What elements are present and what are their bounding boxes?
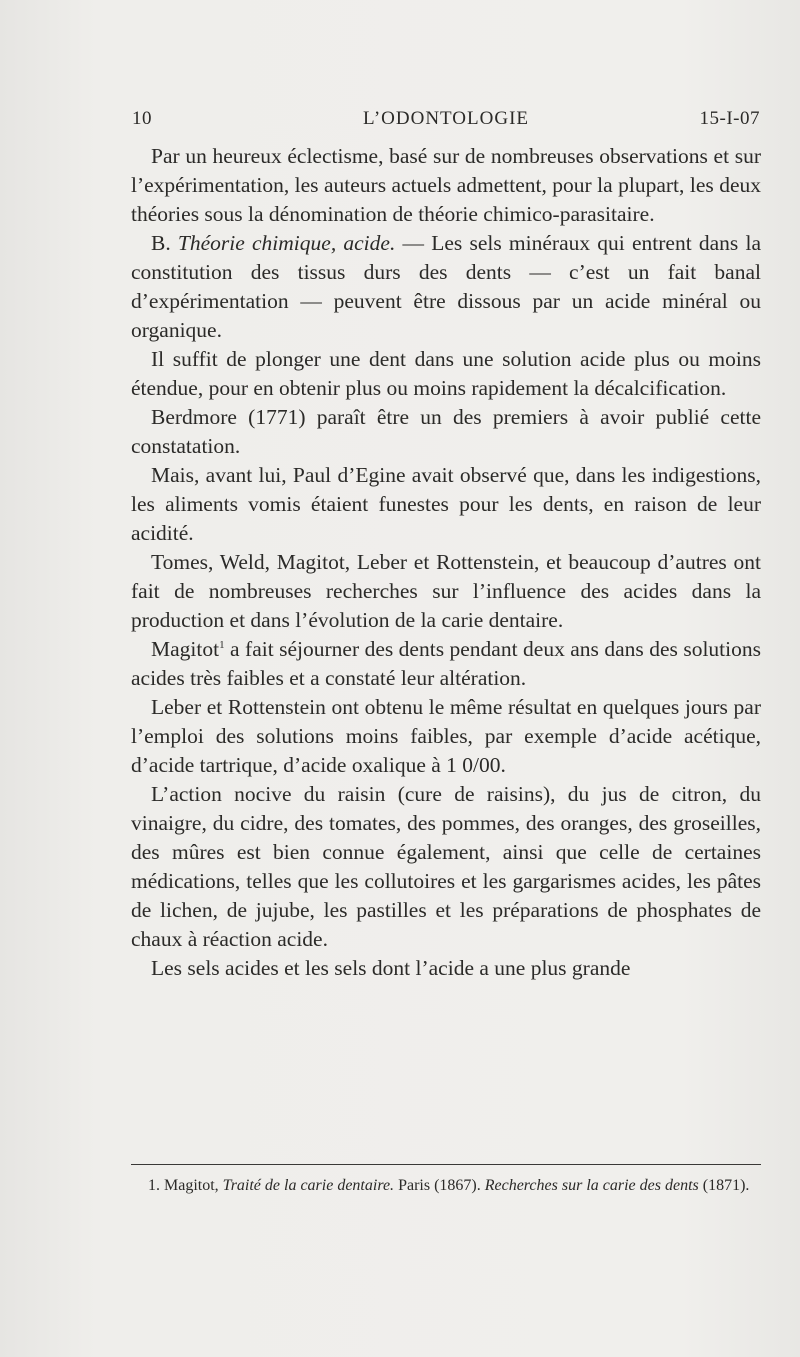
footnote-number: 1. xyxy=(148,1177,160,1194)
footnote-author: Magitot, xyxy=(160,1177,223,1194)
footnote-place: Paris (1867). xyxy=(394,1177,485,1194)
running-title: L’ODONTOLOGIE xyxy=(362,108,530,129)
issue-date: 15-I-07 xyxy=(699,108,760,129)
paragraph: Tomes, Weld, Magitot, Leber et Rottenstein, et beaucoup d’autres ont fait de nombreuses recherches sur l’influence des acides dans la production et dans l’évolution de la carie dentaire. xyxy=(131,550,761,632)
paragraph: L’action nocive du raisin (cure de raisins), du jus de citron, du vinaigre, du cidre, des tomates, des pommes, des oranges, des groseilles, des mûres est bien connue également, ainsi que celle de certaines médications, telles que les collutoires et les gargarismes acides, les pâtes de lichen, de jujube, les pastilles et les préparations de phosphates de chaux à réaction acide. xyxy=(131,782,761,951)
paragraph: Les sels acides et les sels dont l’acide a une plus grande xyxy=(151,956,631,980)
footnote xyxy=(131,1175,761,1197)
main-text xyxy=(131,142,761,983)
paragraph xyxy=(131,229,761,345)
paragraph-lead: Magitot xyxy=(151,637,220,661)
paragraph xyxy=(131,635,761,693)
paragraph: Par un heureux éclectisme, basé sur de nombreuses observations et sur l’expérimentation, les auteurs actuels admettent, pour la plupart, les deux théories sous la dénomination de théorie chimico-parasitaire. xyxy=(131,144,761,226)
paragraph: Mais, avant lui, Paul d’Egine avait observé que, dans les indigestions, les aliments vomis étaient funestes pour les dents, en raison de leur acidité. xyxy=(131,463,761,545)
paragraph: Leber et Rottenstein ont obtenu le même résultat en quelques jours par l’emploi des solutions moins faibles, par exemple d’acide acétique, d’acide tartrique, d’acide oxalique à 1 0/00. xyxy=(131,695,761,777)
footnote-reference[interactable]: 1 xyxy=(219,639,225,651)
section-label: B. xyxy=(151,231,178,255)
paragraph: Il suffit de plonger une dent dans une solution acide plus ou moins étendue, pour en obtenir plus ou moins rapidement la décalcification. xyxy=(131,347,761,400)
page-number: 10 xyxy=(132,108,152,129)
paragraph: Berdmore (1771) paraît être un des premiers à avoir publié cette constatation. xyxy=(131,405,761,458)
paragraph-text: — Les sels minéraux qui entrent dans la constitution des tissus durs des dents — c’est un fait banal d’expérimentation — peuvent être dissous par un acide minéral ou organique. xyxy=(131,231,761,342)
footnote-work-title: Traité de la carie dentaire. xyxy=(222,1177,395,1194)
footnote-year: (1871). xyxy=(698,1177,750,1194)
paragraph-text: a fait séjourner des dents pendant deux ans dans des solutions acides très faibles et a constaté leur altération. xyxy=(131,637,761,690)
footnote-divider xyxy=(131,1164,761,1165)
footnote-work-title: Recherches sur la carie des dents xyxy=(484,1177,699,1194)
section-heading: Théorie chimique, acide. xyxy=(177,231,396,255)
running-header xyxy=(132,108,760,136)
